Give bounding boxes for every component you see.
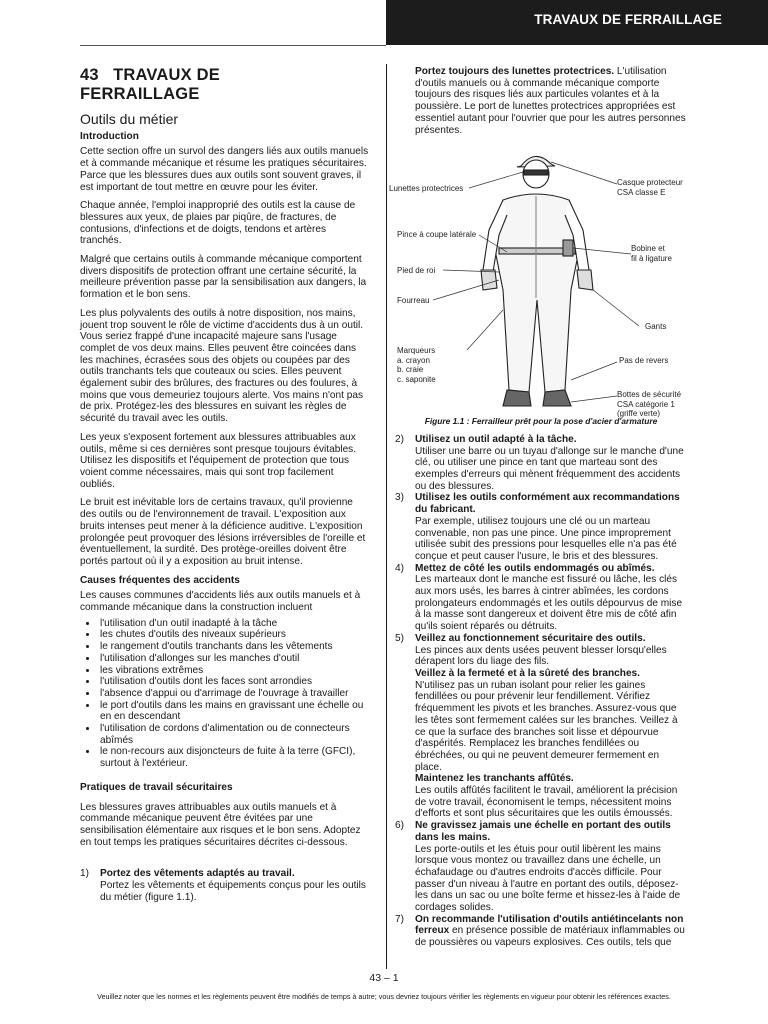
label-pied: Pied de roi bbox=[397, 266, 436, 276]
numbered-item: 3) Utilisez les outils conformément aux recommandations du fabricant. Par exemple, utilisez toujours une clé ou un marteau convenable, non pas une pince. Une pince improprement utilisée subit des pressions pour lesquelles elle n'a pas été conçue et peut causer l'usure, le bris et des blessures. bbox=[395, 492, 680, 562]
right-column bbox=[389, 66, 687, 949]
glasses-paragraph: Portez toujours des lunettes protectrices. L'utilisation d'outils manuels ou à commande mécanique comporte toujours des risques liés aux particules volantes et à la poussière. Le port de lunettes protectrices appropriées est essentiel autant pour l'ouvrier que pour les autres personnes présentes. bbox=[415, 66, 686, 136]
column-divider bbox=[386, 64, 387, 969]
label-pince: Pince à coupe latérale bbox=[397, 230, 477, 240]
left-column bbox=[80, 66, 370, 903]
label-lunettes: Lunettes protectrices bbox=[389, 184, 464, 194]
label-revers: Pas de revers bbox=[619, 356, 669, 366]
numbered-item: 2) Utilisez un outil adapté à la tâche. Utiliser une barre ou un tuyau d'allonge sur le manche d'une clé, ou utiliser une pince en tant que marteau sont des exemples d'erreurs qui mènent fréquemment des accidents ou des blessures. bbox=[395, 433, 684, 492]
footer-note: Veuillez noter que les normes et les règlements peuvent être modifiés de temps à autre; vous devriez toujours vérifier les règlements en vigueur pour obtenir les références exactes. bbox=[97, 992, 671, 1001]
figure-caption: Figure 1.1 : Ferrailleur prêt pour la pose d'acier d'armature bbox=[424, 416, 658, 427]
list-item: • l'absence d'appui ou d'arrimage de l'ouvrage à travailler bbox=[98, 688, 370, 700]
list-item: • les vibrations extrêmes bbox=[98, 665, 370, 677]
section-title: Outils du métier bbox=[80, 111, 179, 127]
practices-intro: Les blessures graves attribuables aux outils manuels et à commande mécanique peuvent être évitées par une sensibilisation élémentaire aux risques et le bon sens. Adoptez en tout temps les pratiques sécuritaires décrites ci-dessous. bbox=[80, 801, 361, 848]
label-bottes: Bottes de sécurité CSA catégorie 1 (griffe verte) bbox=[617, 390, 682, 419]
paragraph: Cette section offre un survol des dangers liés aux outils manuels et à commande mécanique et résume les pratiques sécuritaires. Parce que les blessures dues aux outils sont souvent graves, il est important de tout mettre en œuvre pour les éviter. bbox=[80, 146, 369, 193]
label-bobine: Bobine et fil à ligature bbox=[631, 244, 672, 263]
causes-heading: Causes fréquentes des accidents bbox=[80, 574, 240, 586]
label-casque: Casque protecteur CSA classe E bbox=[617, 178, 683, 197]
numbered-item: 4) Mettez de côté les outils endommagés ou abîmés. Les marteaux dont le manche est fissuré ou lâche, les clés aux mors usés, les barres à cintrer abîmées, les cordons prolongateurs endommagés et les outils dépourvus de mise à la masse sont dangereux et doivent être mis de côté afin qu'ils soient réparés ou détruits. bbox=[395, 562, 683, 633]
numbered-item: 7) On recommande l'utilisation d'outils antiétincelants non ferreux en présence possible de matériaux inflammables ou de poussières ou vapeurs explosives. Ces outils, tels que bbox=[395, 913, 685, 949]
paragraph: Les yeux s'exposent fortement aux blessures attribuables aux outils, même si ces dernières sont presque toujours évitables. Utilisez les dispositifs et l'équipement de protection que tous voient comme nécessaires, mais qui sont trop facilement oubliés. bbox=[80, 431, 357, 490]
paragraph: Chaque année, l'emploi inapproprié des outils est la cause de blessures aux yeux, de plaies par piqûre, de fractures, de contusions, d'infections et de doigts, tendons et artères tranchés. bbox=[80, 200, 356, 247]
numbered-item: 6) Ne gravissez jamais une échelle en portant des outils dans les mains. Les porte-outils et les étuis pour outil libèrent les mains lorsque vous montez ou travaillez dans une échelle, un échafaudage ou d'autres endroits d'accès difficile. Pour passer d'un niveau à l'autre en portant des outils, déposez-les dans un sac ou une boîte ferme et hissez-les à l'aide de cordages solides. bbox=[395, 820, 681, 914]
header-title: TRAVAUX DE FERRAILLAGE bbox=[534, 12, 722, 27]
label-gants: Gants bbox=[645, 322, 667, 332]
list-item: • le port d'outils dans les mains en gravissant une échelle ou en en descendant bbox=[98, 700, 370, 723]
chapter-title: 43 TRAVAUX DE FERRAILLAGE bbox=[80, 66, 220, 103]
label-fourreau: Fourreau bbox=[397, 296, 430, 306]
header-rule bbox=[80, 45, 386, 46]
causes-intro: Les causes communes d'accidents liés aux outils manuels et à commande mécanique dans la construction incluent bbox=[80, 590, 361, 614]
label-marqueurs: Marqueurs a. crayon b. craie c. saponite bbox=[397, 346, 436, 384]
intro-heading: Introduction bbox=[80, 130, 139, 142]
practices-heading: Pratiques de travail sécuritaires bbox=[80, 781, 233, 793]
numbered-item: 5) Veillez au fonctionnement sécuritaire des outils. Les pinces aux dents usées peuvent blesser lorsqu'elles dérapent lors du liage des fils. Veillez à la fermeté et à la sûreté des branches. N'utilisez pas un ruban isolant pour relier les gaines fendillées ou pour prévenir leur fendillement. Vérifiez fréquemment les pivots et les branches. Assurez-vous que les têtes sont fermement calées sur les branches. Veillez à ce que la surface des branches soit lisse et dépourvue d'aspérités. Remplacez les branches fendillées ou ébréchées, ou qui ne peuvent demeurer fermement en place. Maintenez les tranchants affûtés. Les outils affûtés facilitent le travail, améliorent la précision de votre travail, économisent le temps, nécessitent moins d'efforts et sont plus sécuritaires que les outils émoussés. bbox=[395, 632, 678, 820]
list-item: • le non-recours aux disjoncteurs de fuite à la terre (GFCI), surtout à l'extérieur. bbox=[98, 746, 370, 769]
list-item: • l'utilisation d'allonges sur les manches d'outil bbox=[98, 653, 370, 665]
paragraph: Les plus polyvalents des outils à notre disposition, nos mains, jouent trop souvent le rôle de victime d'accidents dus à un outil. Vous seriez frappé d'une incapacité majeure sans l'usage complet de vos deux mains. Elles peuvent être coincées dans les machines, écrasées sous des objets ou coupées par des outils tranchants tels que couteaux ou scies. Elles peuvent également subir des brûlures, des fractures ou des foulures, à moins que vous demeuriez toujours alerte. Vos mains n'ont pas de prix. Protégez-les des blessures en suivant les règles de sécurité du travail avec les outils. bbox=[80, 307, 364, 425]
causes-list bbox=[80, 618, 370, 770]
list-item: • les chutes d'outils des niveaux supérieurs bbox=[98, 629, 370, 641]
list-item: • l'utilisation de cordons d'alimentation ou de connecteurs abîmés bbox=[98, 723, 370, 746]
list-item: • l'utilisation d'un outil inadapté à la tâche bbox=[98, 618, 370, 630]
numbered-item: 1) Portez des vêtements adaptés au travail. Portez les vêtements et équipements conçus pour les outils du métier (figure 1.1). bbox=[80, 868, 366, 903]
paragraph: Malgré que certains outils à commande mécanique comportent divers dispositifs de protection offrant une certaine sécurité, la meilleure prévention passe par la sensibilisation aux dangers, la formation et le bon sens. bbox=[80, 254, 367, 301]
page-number: 43 – 1 bbox=[369, 972, 399, 984]
list-item: • le rangement d'outils tranchants dans les vêtements bbox=[98, 641, 370, 653]
list-item: • l'utilisation d'outils dont les faces sont arrondies bbox=[98, 676, 370, 688]
paragraph: Le bruit est inévitable lors de certains travaux, qu'il provienne des outils ou de l'environnement de travail. L'exposition aux bruits intenses peut mener à la déficience auditive. L'exposition prolongée peut provoquer des lésions irréversibles de l'oreille et éventuellement, la surdité. Des protège-oreilles doivent être portés partout où il y a exposition au bruit intense. bbox=[80, 497, 366, 567]
figure-ironworker bbox=[389, 140, 687, 419]
